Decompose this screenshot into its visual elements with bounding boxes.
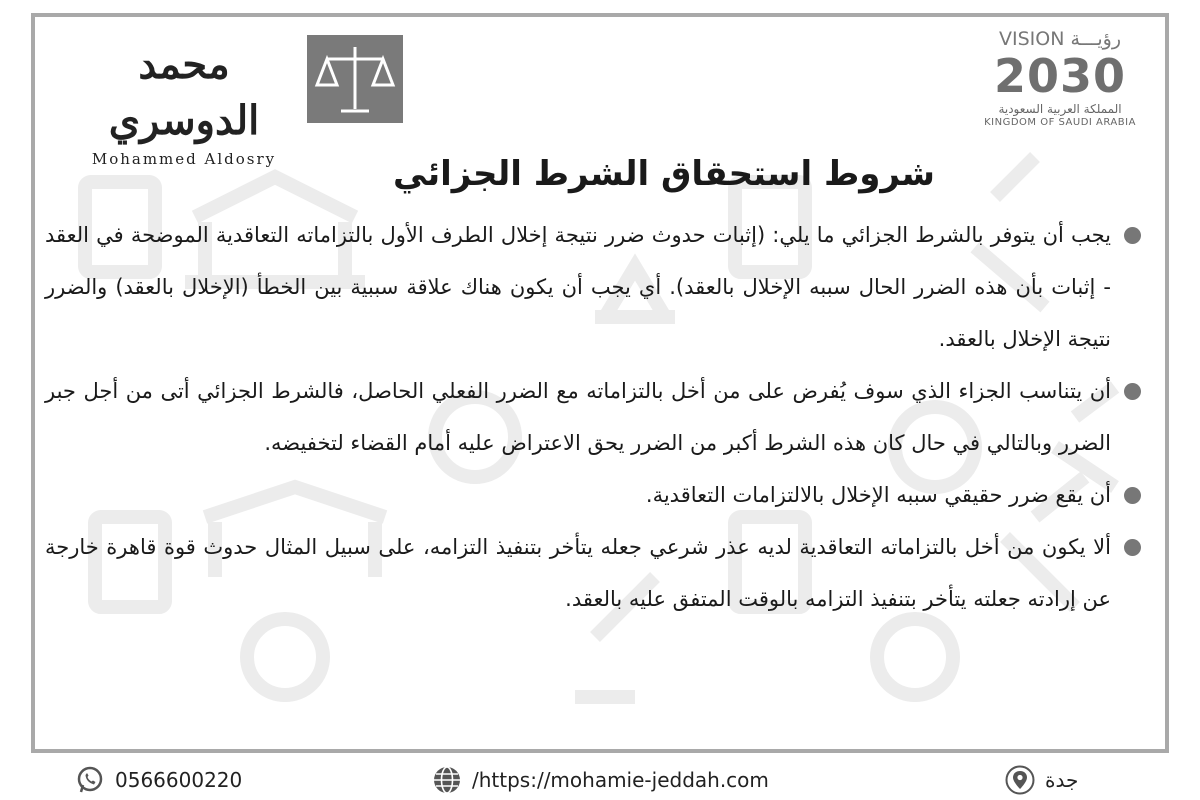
page-title: شروط استحقاق الشرط الجزائي: [392, 154, 935, 194]
phone-number: 0566600220: [115, 768, 243, 792]
globe-icon: [432, 765, 462, 795]
list-item: [45, 469, 1145, 521]
brand-name-latin: Mohammed Aldosry: [91, 150, 277, 168]
website-contact[interactable]: [432, 764, 769, 796]
list-item-text: أن يتناسب الجزاء الذي سوف يُفرض على من أخل بالتزاماته مع الضرر الفعلي الحاصل، فالشرط الجزائي أتى من أجل جبر الضرر وبالتالي في حال كان هذه الشرط أكبر من الضرر يحق الاعتراض عليه أمام القضاء لتخفيضه.: [45, 379, 1111, 455]
contact-footer: [0, 760, 1200, 800]
list-item: [45, 209, 1145, 365]
whatsapp-icon: [75, 765, 105, 795]
list-item: [45, 365, 1145, 469]
vision-year: 2030: [993, 49, 1127, 103]
phone-contact[interactable]: [75, 764, 242, 796]
bullet-icon: [1124, 487, 1141, 504]
list-item-text: يجب أن يتوفر بالشرط الجزائي ما يلي: (إثبات حدوث ضرر نتيجة إخلال الطرف الأول بالتزاماته التعاقدية الموضحة في العقد - إثبات بأن هذه الضرر الحال سببه الإخلال بالعقد). أي يجب أن يكون هناك علاقة سببية بين الخطأ (الإخلال بالعقد) والضرر نتيجة الإخلال بالعقد.: [45, 223, 1111, 351]
conditions-list: [45, 209, 1145, 625]
list-item-text: أن يقع ضرر حقيقي سببه الإخلال بالالتزامات التعاقدية.: [645, 483, 1111, 507]
scales-logo: [307, 35, 403, 123]
vision-2030-logo: [965, 27, 1155, 137]
document-frame: [31, 13, 1169, 753]
city-name: جدة: [1045, 768, 1079, 792]
vision-label: VISION رؤيـــة: [998, 28, 1121, 50]
brand-name-arabic: محمد الدوسري: [108, 41, 260, 144]
kingdom-name-english: KINGDOM OF SAUDI ARABIA: [984, 117, 1136, 128]
location-contact: [1005, 764, 1078, 796]
scales-of-justice-icon: [307, 35, 403, 123]
bullet-icon: [1124, 383, 1141, 400]
kingdom-name-arabic: المملكة العربية السعودية: [998, 102, 1122, 116]
website-url: /https://mohamie-jeddah.com: [472, 768, 769, 792]
map-pin-icon: [1005, 765, 1035, 795]
brand-logo: [69, 37, 299, 168]
bullet-icon: [1124, 539, 1141, 556]
list-item-text: ألا يكون من أخل بالتزاماته التعاقدية لديه عذر شرعي جعله يتأخر بتنفيذ التزامه، على سبيل المثال حدوث قوة قاهرة خارجة عن إرادته جعلته يتأخر بتنفيذ التزامه بالوقت المتفق عليه بالعقد.: [45, 535, 1111, 611]
bullet-icon: [1124, 227, 1141, 244]
list-item: [45, 521, 1145, 625]
